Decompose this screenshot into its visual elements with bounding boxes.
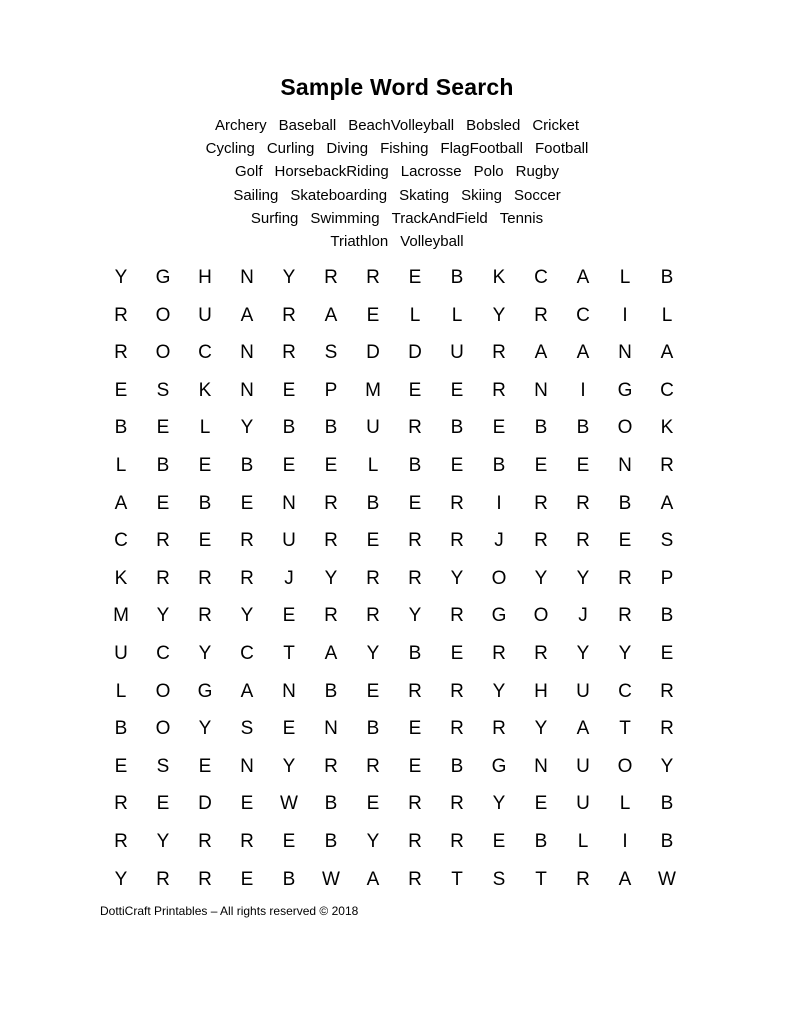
grid-cell: E (408, 755, 422, 777)
grid-cell: T (619, 718, 631, 740)
grid-cell: E (156, 793, 170, 815)
grid-cell: D (198, 793, 212, 815)
grid-cell: G (491, 755, 507, 777)
grid-cell: R (576, 530, 590, 552)
grid-cell: R (408, 830, 422, 852)
grid-cell: R (408, 567, 422, 589)
grid-cell: O (617, 755, 633, 777)
word-list-item: Skiing (461, 186, 502, 204)
grid-cell: T (451, 868, 463, 890)
grid-row (100, 597, 688, 635)
grid-cell: B (114, 417, 128, 439)
grid-cell: B (198, 492, 212, 514)
grid-cell: S (660, 530, 674, 552)
grid-cell: P (324, 379, 338, 401)
grid-cell: R (618, 605, 632, 627)
grid-cell: Y (240, 417, 254, 439)
grid-cell: R (324, 267, 338, 288)
word-list-item: Golf (234, 163, 263, 181)
grid-cell: B (618, 492, 632, 514)
grid-cell: E (240, 492, 254, 514)
grid-cell: Y (324, 567, 338, 589)
grid-cell: U (198, 304, 212, 326)
grid-cell: J (578, 605, 588, 627)
grid-cell: R (450, 793, 464, 815)
grid-cell: Y (198, 718, 212, 740)
grid-cell: U (114, 642, 128, 664)
grid-row (100, 861, 688, 899)
grid-cell: K (114, 567, 128, 589)
grid-cell: Y (534, 567, 548, 589)
grid-cell: E (408, 492, 422, 514)
grid-cell: G (197, 680, 213, 702)
grid-cell: L (619, 267, 631, 288)
word-list-item: Bobsled (466, 117, 521, 134)
grid-cell: B (450, 755, 464, 777)
grid-cell: R (366, 755, 380, 777)
grid-cell: B (156, 454, 170, 476)
word-list-item: HorsebackRiding (274, 163, 389, 181)
grid-cell: B (114, 718, 128, 740)
grid-cell: B (282, 868, 296, 890)
grid-cell: R (156, 567, 170, 589)
grid-cell: L (409, 304, 421, 326)
footer-copyright: DottiCraft Printables – All rights reserved © 2018 (100, 904, 359, 918)
grid-cell: R (408, 793, 422, 815)
grid-cell: S (324, 342, 338, 364)
grid-cell: O (491, 567, 507, 589)
grid-cell: B (366, 492, 380, 514)
grid-cell: B (324, 793, 338, 815)
grid-cell: E (492, 417, 506, 439)
grid-cell: R (534, 530, 548, 552)
grid-cell: E (240, 793, 254, 815)
word-list-item: Sailing (233, 186, 279, 204)
grid-cell: I (622, 304, 628, 326)
grid-cell: O (155, 718, 171, 740)
grid-cell: R (450, 605, 464, 627)
grid-cell: Y (492, 680, 506, 702)
word-list-item: Cycling (205, 140, 255, 158)
grid-row (100, 823, 688, 861)
grid-cell: L (451, 304, 463, 326)
grid-cell: R (408, 868, 422, 890)
grid-cell: A (534, 342, 548, 364)
grid-cell: E (198, 755, 212, 777)
grid-cell: N (240, 267, 254, 288)
grid-cell: A (576, 267, 590, 288)
word-list-item: Rugby (515, 163, 559, 181)
grid-cell: C (534, 267, 548, 288)
grid-cell: R (366, 567, 380, 589)
grid-cell: B (660, 793, 674, 815)
grid-cell: R (114, 304, 128, 326)
grid-cell: U (576, 680, 590, 702)
grid-cell: B (660, 605, 674, 627)
grid-cell: R (240, 530, 254, 552)
grid-cell: C (114, 530, 128, 552)
grid-cell: E (450, 642, 464, 664)
grid-cell: E (366, 680, 380, 702)
grid-cell: E (282, 454, 296, 476)
grid-cell: A (618, 868, 632, 890)
grid-cell: Y (534, 718, 548, 740)
word-list-row (0, 114, 794, 137)
grid-cell: B (450, 417, 464, 439)
grid-cell: M (113, 605, 129, 627)
grid-cell: B (324, 830, 338, 852)
grid-cell: Y (492, 304, 506, 326)
grid-cell: L (577, 830, 589, 852)
grid-cell: D (366, 342, 380, 364)
grid-cell: Y (618, 642, 632, 664)
grid-cell: M (365, 379, 381, 401)
word-list-item: Polo (473, 163, 504, 181)
grid-cell: R (198, 605, 212, 627)
grid-cell: K (492, 267, 506, 288)
grid-cell: E (156, 492, 170, 514)
grid-cell: R (114, 830, 128, 852)
grid-cell: K (198, 379, 212, 401)
grid-row (100, 447, 688, 485)
grid-cell: E (324, 454, 338, 476)
grid-cell: R (198, 830, 212, 852)
grid-cell: E (156, 417, 170, 439)
grid-cell: T (283, 642, 295, 664)
grid-cell: R (408, 417, 422, 439)
grid-cell: D (408, 342, 422, 364)
grid-cell: E (282, 718, 296, 740)
grid-cell: Y (660, 755, 674, 777)
grid-cell: J (284, 567, 294, 589)
grid-cell: R (198, 868, 212, 890)
word-list-item: Skating (399, 186, 450, 204)
word-list-item: Swimming (310, 209, 380, 227)
grid-cell: R (660, 718, 674, 740)
grid-cell: R (618, 567, 632, 589)
grid-row (100, 522, 688, 560)
grid-cell: A (660, 342, 674, 364)
grid-cell: T (535, 868, 547, 890)
word-list-item: Tennis (499, 209, 544, 227)
grid-cell: R (240, 830, 254, 852)
grid-cell: R (450, 830, 464, 852)
grid-cell: R (114, 342, 128, 364)
grid-cell: R (492, 379, 506, 401)
grid-cell: I (622, 830, 628, 852)
word-list-item: Football (534, 140, 589, 158)
grid-cell: H (198, 267, 212, 288)
word-list-item: FlagFootball (440, 140, 523, 158)
grid-cell: U (576, 793, 590, 815)
grid-cell: B (660, 267, 674, 288)
grid-cell: A (576, 718, 590, 740)
grid-cell: L (115, 680, 127, 702)
grid-cell: B (408, 642, 422, 664)
grid-cell: E (534, 454, 548, 476)
word-list-item: Diving (326, 140, 369, 158)
grid-cell: Y (240, 605, 254, 627)
grid-cell: B (660, 830, 674, 852)
grid-cell: E (366, 530, 380, 552)
grid-cell: E (198, 530, 212, 552)
grid-cell: S (492, 868, 506, 890)
grid-cell: B (534, 417, 548, 439)
letter-grid (100, 259, 688, 898)
grid-cell: H (534, 680, 548, 702)
grid-cell: N (240, 342, 254, 364)
grid-row (100, 372, 688, 410)
grid-cell: A (660, 492, 674, 514)
grid-cell: B (450, 267, 464, 288)
grid-cell: Y (156, 830, 170, 852)
grid-cell: R (324, 530, 338, 552)
grid-cell: R (156, 530, 170, 552)
grid-cell: E (408, 718, 422, 740)
grid-cell: R (534, 492, 548, 514)
grid-cell: Y (282, 267, 296, 288)
grid-row (100, 334, 688, 372)
grid-cell: C (156, 642, 170, 664)
grid-cell: U (366, 417, 380, 439)
grid-cell: O (155, 680, 171, 702)
grid-cell: L (661, 304, 673, 326)
grid-cell: R (114, 793, 128, 815)
grid-cell: B (492, 454, 506, 476)
grid-cell: C (576, 304, 590, 326)
grid-cell: P (660, 567, 674, 589)
grid-cell: R (450, 530, 464, 552)
grid-cell: N (282, 680, 296, 702)
grid-cell: B (324, 417, 338, 439)
grid-cell: G (617, 379, 633, 401)
grid-cell: R (282, 342, 296, 364)
word-list-item: Lacrosse (400, 163, 462, 181)
grid-cell: N (618, 454, 632, 476)
grid-cell: C (198, 342, 212, 364)
grid-cell: R (660, 454, 674, 476)
page-title: Sample Word Search (280, 74, 514, 100)
grid-cell: W (280, 793, 298, 815)
grid-row (100, 297, 688, 335)
grid-cell: R (534, 304, 548, 326)
grid-cell: Y (366, 642, 380, 664)
grid-cell: B (324, 680, 338, 702)
grid-cell: E (450, 379, 464, 401)
grid-cell: N (240, 755, 254, 777)
grid-cell: B (366, 718, 380, 740)
grid-cell: R (366, 605, 380, 627)
grid-cell: R (576, 492, 590, 514)
word-list-row (0, 137, 794, 160)
grid-cell: N (534, 379, 548, 401)
word-list-item: Triathlon (330, 232, 389, 250)
grid-cell: R (450, 718, 464, 740)
grid-cell: I (496, 492, 502, 514)
word-list-item: Soccer (514, 186, 561, 204)
grid-cell: L (115, 454, 127, 476)
grid-cell: E (114, 755, 128, 777)
grid-cell: B (408, 454, 422, 476)
grid-cell: Y (408, 605, 422, 627)
grid-cell: E (534, 793, 548, 815)
grid-cell: C (660, 379, 674, 401)
grid-cell: E (408, 379, 422, 401)
word-list-item: Archery (214, 117, 267, 134)
grid-cell: Y (198, 642, 212, 664)
grid-cell: E (408, 267, 422, 288)
grid-cell: Y (450, 567, 464, 589)
grid-cell: E (576, 454, 590, 476)
grid-cell: R (534, 642, 548, 664)
word-list-item: Surfing (250, 209, 299, 227)
grid-row (100, 409, 688, 447)
grid-cell: O (533, 605, 549, 627)
grid-cell: R (450, 492, 464, 514)
grid-row (100, 710, 688, 748)
grid-cell: A (114, 492, 128, 514)
grid-cell: S (156, 755, 170, 777)
grid-cell: U (576, 755, 590, 777)
word-list-item: Baseball (278, 117, 337, 134)
word-list-row (0, 160, 794, 183)
grid-cell: O (617, 417, 633, 439)
grid-cell: E (450, 454, 464, 476)
grid-cell: G (491, 605, 507, 627)
grid-cell: E (366, 793, 380, 815)
grid-cell: G (155, 267, 171, 288)
grid-cell: N (240, 379, 254, 401)
grid-cell: W (322, 868, 340, 890)
grid-cell: R (198, 567, 212, 589)
grid-cell: E (366, 304, 380, 326)
grid-cell: R (366, 267, 380, 288)
grid-row (100, 673, 688, 711)
grid-cell: Y (114, 868, 128, 890)
grid-cell: I (580, 379, 586, 401)
grid-cell: L (367, 454, 379, 476)
grid-cell: Y (114, 267, 128, 288)
word-list-item: TrackAndField (391, 209, 488, 227)
grid-cell: Y (366, 830, 380, 852)
grid-cell: B (282, 417, 296, 439)
grid-row (100, 259, 688, 297)
grid-cell: R (282, 304, 296, 326)
grid-cell: A (576, 342, 590, 364)
word-list-row (0, 230, 794, 253)
grid-cell: O (155, 304, 171, 326)
grid-cell: O (155, 342, 171, 364)
grid-cell: A (324, 304, 338, 326)
grid-cell: L (199, 417, 211, 439)
grid-cell: R (156, 868, 170, 890)
grid-row (100, 560, 688, 598)
grid-cell: S (240, 718, 254, 740)
grid-row (100, 485, 688, 523)
grid-cell: N (282, 492, 296, 514)
grid-cell: C (618, 680, 632, 702)
grid-cell: S (156, 379, 170, 401)
grid-row (100, 785, 688, 823)
grid-cell: W (658, 868, 676, 890)
grid-cell: N (534, 755, 548, 777)
grid-cell: R (324, 605, 338, 627)
grid-cell: B (534, 830, 548, 852)
grid-cell: R (324, 755, 338, 777)
word-list-item: Volleyball (400, 232, 464, 250)
grid-cell: E (282, 605, 296, 627)
grid-cell: U (282, 530, 296, 552)
grid-cell: A (324, 642, 338, 664)
grid-cell: E (282, 830, 296, 852)
word-list-item: Curling (266, 140, 315, 158)
word-list (0, 114, 794, 253)
grid-cell: A (240, 304, 254, 326)
word-list-item: BeachVolleyball (348, 117, 455, 134)
grid-cell: E (198, 454, 212, 476)
grid-cell: Y (156, 605, 170, 627)
grid-cell: R (576, 868, 590, 890)
grid-cell: E (618, 530, 632, 552)
grid-cell: R (492, 718, 506, 740)
grid-cell: R (660, 680, 674, 702)
grid-cell: A (240, 680, 254, 702)
grid-row (100, 748, 688, 786)
grid-cell: E (114, 379, 128, 401)
grid-cell: E (282, 379, 296, 401)
grid-cell: B (240, 454, 254, 476)
word-list-row (0, 207, 794, 230)
grid-cell: R (450, 680, 464, 702)
word-list-row (0, 184, 794, 207)
grid-cell: U (450, 342, 464, 364)
grid-cell: R (492, 342, 506, 364)
grid-cell: R (492, 642, 506, 664)
grid-cell: J (494, 530, 504, 552)
grid-cell: K (660, 417, 674, 439)
grid-cell: R (240, 567, 254, 589)
word-list-item: Cricket (532, 117, 580, 134)
grid-cell: E (492, 830, 506, 852)
grid-cell: A (366, 868, 380, 890)
word-list-item: Skateboarding (290, 186, 388, 204)
grid-cell: N (324, 718, 338, 740)
grid-cell: L (619, 793, 631, 815)
grid-cell: Y (576, 567, 590, 589)
grid-cell: E (240, 868, 254, 890)
grid-row (100, 635, 688, 673)
grid-cell: R (324, 492, 338, 514)
grid-cell: N (618, 342, 632, 364)
grid-cell: R (408, 530, 422, 552)
grid-cell: B (576, 417, 590, 439)
grid-cell: Y (492, 793, 506, 815)
word-list-item: Fishing (380, 140, 429, 158)
grid-cell: E (660, 642, 674, 664)
grid-cell: Y (282, 755, 296, 777)
grid-cell: C (240, 642, 254, 664)
grid-cell: R (408, 680, 422, 702)
grid-cell: Y (576, 642, 590, 664)
